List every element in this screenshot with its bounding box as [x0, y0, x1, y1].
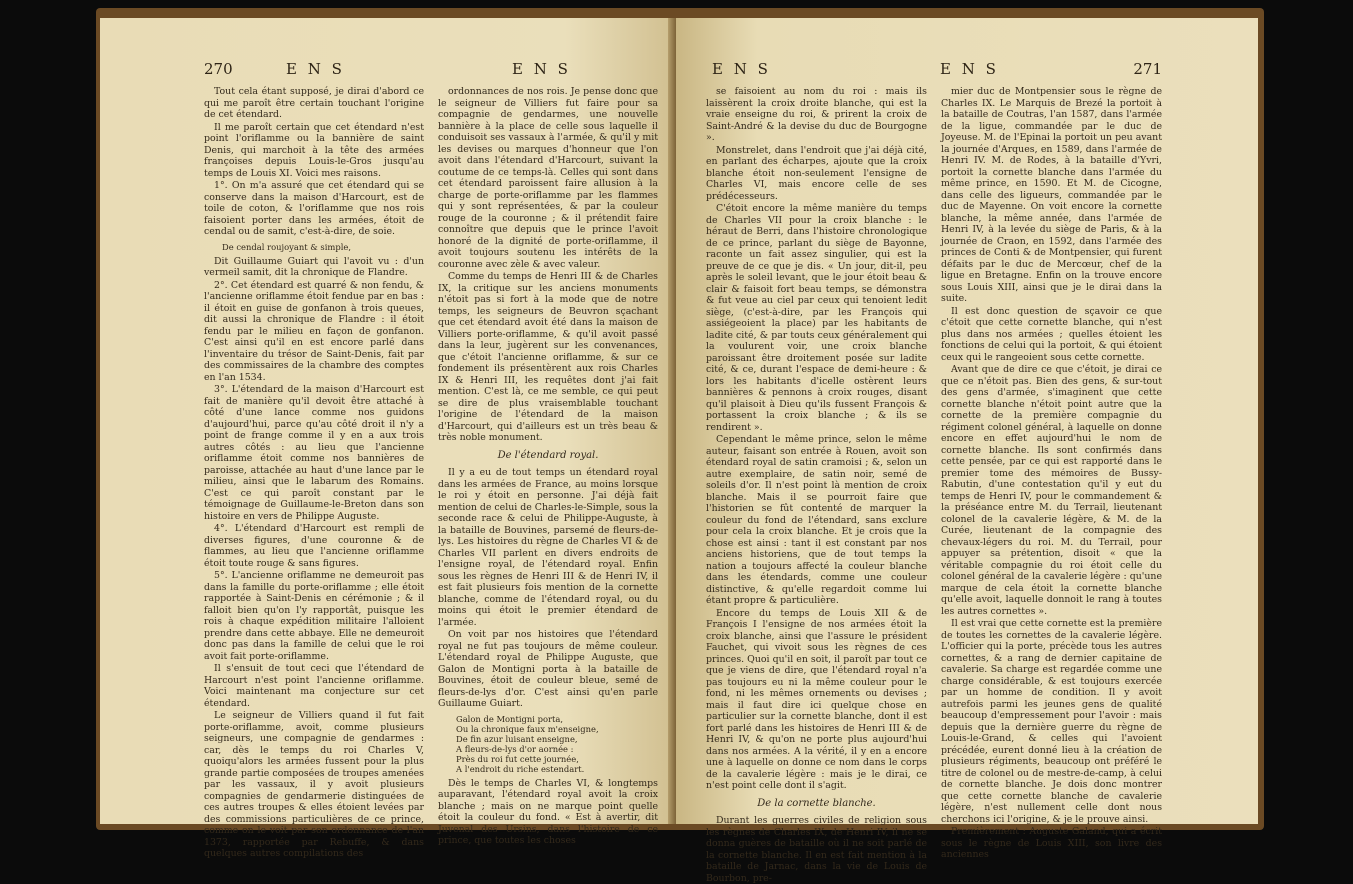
paragraph: Il est donc question de sçavoir ce que c'étoit que cette cornette blanche, qui n'est plus dans nos armées ; quelles étoient les fonctions de celui qui la portoit, & qui étoient ceux qui le rangeoient sous cette cornette.	[941, 305, 1162, 363]
section-heading: De l'étendard royal.	[497, 449, 599, 461]
page-number-right: 271	[1133, 60, 1162, 78]
paragraph: Il est vrai que cette cornette est la première de toutes les cornettes de la cavalerie légère. L'officier qui la porte, précède tous les autres cornettes, & a rang de dernier capitaine de cavalerie. Sa charge est regardée comme une charge considérable, & est toujours exercée par un homme de condition. Il y avoit autrefois parmi les jeunes gens de qualité beaucoup d'empressement pour l'avoir : mais depuis que la dernière guerre du règne de Louis-le-Grand, & celles qui l'avoient précédée, eurent donné lieu à la création de plusieurs régiments, beaucoup ont préféré le titre de colonel ou de mestre-de-camp, à celui de cornette blanche. Je dois donc montrer que cette cornette blanche de cavalerie légère, n'est nullement celle dont nous cherchons ici l'origine, & je le prouve ainsi.	[941, 618, 1162, 825]
verse-line: De fin azur luisant enseigne,	[456, 733, 578, 744]
verse-line: Ou la chronique faux m'enseigne,	[456, 723, 599, 734]
paragraph: Monstrelet, dans l'endroit que j'ai déjà cité, en parlant des écharpes, ajoute que la croix blanche étoit non-seulement l'ensigne de Charles VI, mais encore celle de ses prédécesseurs.	[706, 144, 927, 202]
paragraph: Il s'ensuit de tout ceci que l'étendard de Harcourt n'est point l'ancienne oriflamme. Voici maintenant ma conjecture sur cet étendard.	[204, 663, 424, 709]
paragraph: ordonnances de nos rois. Je pense donc que le seigneur de Villiers fut faire pour sa compagnie de gendarmes, une nouvelle bannière à la place de celle sous laquelle il conduisoit ses vassaux à l'armée, & qu'il y mit les devises ou marques d'honneur que l'on avoit dans l'étendard d'Harcourt, suivant la coutume de ce temps-là. Celles qui sont dans cet étendard paroissent faire allusion à la charge de porte-oriflamme par les flammes qui y sont représentées, & par la couleur rouge de la couronne ; & il prétendit faire connoître que depuis que le prince l'avoit honoré de la dignité de porte-oriflamme, il avoit toujours soutenu les intérêts de la couronne avec zèle & avec valeur.	[438, 86, 658, 270]
paragraph: se faisoient au nom du roi : mais ils laissèrent la croix droite blanche, qui est la vraie enseigne du roi, & prirent la croix de Saint-André & la devise du duc de Bourgogne ».	[706, 86, 927, 143]
paragraph: Avant que de dire ce que c'étoit, je dirai ce que ce n'étoit pas. Bien des gens, & sur-tout des gens d'armée, s'imaginent que cette cornette blanche n'étoit point autre que la cornette de la première compagnie du régiment colonel général, à laquelle on donne encore en effet aujourd'hui le nom de cornette blanche. Ils sont confirmés dans cette pensée, par ce qui est rapporté dans le premier tome des mémoires de Bussy-Rabutin, d'une contestation qu'il y eut du temps de Henri IV, pour le commandement & la préséance entre M. du Terrail, lieutenant colonel de la cavalerie légère, & M. de la Curée, lieutenant de la compagnie des chevaux-légers du roi. M. du Terrail, pour appuyer sa prétention, disoit « que la véritable compagnie du roi étoit celle du colonel général de la cavalerie légère : qu'une marque de cela étoit la cornette blanche qu'elle avoit, laquelle donnoit le rang à toutes les autres cornettes ».	[941, 364, 1162, 617]
verse-quote	[456, 714, 658, 774]
left-column-1	[204, 86, 424, 859]
left-page-columns	[204, 86, 658, 859]
paragraph: 2°. Cet étendard est quarré & non fendu, & l'ancienne oriflamme étoit fendue par en bas : il étoit en guise de gonfanon à trois queues, dit aussi la chronique de Flandre : il étoit fendu par le milieu en façon de gonfanon. C'est ainsi qu'il en est encore parlé dans l'inventaire du trésor de Saint-Denis, fait par des commissaires de la chambre des comptes en l'an 1534.	[204, 279, 424, 383]
running-head-right-1: E N S	[712, 60, 771, 78]
verse-line: De cendal roujoyant & simple,	[222, 241, 351, 252]
paragraph: Le seigneur de Villiers quand il fut fait porte-oriflamme, avoit, comme plusieurs seigneurs, une compagnie de gendarmes : car, dès le temps du roi Charles V, quoiqu'alors les armées fussent pour la plus grande partie composées de troupes amenées par les vassaux, il y avoit plusieurs compagnies de gendarmerie distinguées de ces autres troupes & elles étoient levées par des commissions particulières de ce prince, comme on le voit par son ordonnance de l'an 1373, rapportée par Rebuffe, & dans quelques autres compilations des	[204, 710, 424, 859]
left-page	[100, 18, 682, 859]
running-head-right-2: E N S	[940, 60, 999, 78]
verse-quote	[222, 242, 424, 252]
paragraph: Dès le temps de Charles VI, & longtemps auparavant, l'étendard royal avoit la croix blanche ; mais on ne marque point quelle étoit la couleur du fond. « Est à avertir, dit Juvenal des Ursins, dans l'histoire de ce prince, que toutes les choses	[438, 777, 658, 846]
right-page	[676, 18, 1258, 884]
section-heading: De la cornette blanche.	[757, 797, 876, 809]
right-column-1	[706, 86, 927, 884]
verse-line: Galon de Montigni porta,	[456, 713, 564, 724]
paragraph: C'étoit encore la même manière du temps de Charles VII pour la croix blanche : le héraut de Berri, dans l'histoire chronologique de ce prince, parlant du siège de Bayonne, raconte un fait assez singulier, qui est la preuve de ce que je dis. « Un jour, dit-il, peu après le soleil levant, que le jour étoit beau & clair & faisoit fort beau temps, se démonstra & fut veue au ciel par ceux qui tenoient ledit siège, (c'est-à-dire, par les François qui assiégeoient la place) par les habitants de ladite cité, & par touts ceux généralement qui la voulurent voir, une croix blanche paroissant être droitement posée sur ladite cité, & ce, durant l'espace de demi-heure : & lors les habitants d'icelle ostèrent leurs bannières & pennons à croix rouges, disant qu'il plaisoit à Dieu qu'ils fussent François & portassent la croix blanche ; & ils se rendirent ».	[706, 203, 927, 433]
paragraph: Il y a eu de tout temps un étendard royal dans les armées de France, au moins lorsque le roi y étoit en personne. J'ai déjà fait mention de celui de Charles-le-Simple, sous la seconde race & celui de Philippe-Auguste, à la bataille de Bouvines, parsemé de fleurs-de-lys. Les histoires du règne de Charles VI & de Charles VII parlent en divers endroits de l'ensigne royal, de l'étendard royal. Enfin sous les règnes de Henri III & de Henri IV, il est fait plusieurs fois mention de la cornette blanche, comme de l'étendard royal, ou du moins qui étoit le premier étendard de l'armée.	[438, 467, 658, 628]
paragraph: Il me paroît certain que cet étendard n'est point l'oriflamme ou la bannière de saint Denis, qui marchoit à la tête des armées françoises depuis Louis-le-Gros jusqu'au temps de Louis XI. Voici mes raisons.	[204, 121, 424, 179]
paragraph: Durant les guerres civiles de religion sous les règnes de Charles IX, de Henri IV, il ne se donna guères de bataille où il ne soit parlé de la cornette blanche. Il en est fait mention à la bataille de Jarnac, dans la vie de Louis de Bourbon, pre-	[706, 815, 927, 884]
right-page-columns	[706, 86, 1162, 884]
paragraph: 3°. L'étendard de la maison d'Harcourt est fait de manière qu'il devoit être attaché à côté d'une lance comme nos guidons d'aujourd'hui, parce qu'au côté droit il n'y a point de frange comme il y en a aux trois autres côtés : au lieu que l'ancienne oriflamme étoit comme nos bannières de paroisse, attachée au haut d'une lance par le milieu, ainsi que le labarum des Romains. C'est ce qui paroît constant par le témoignage de Guillaume-le-Breton dans son histoire en vers de Philippe Auguste.	[204, 384, 424, 522]
paragraph: 5°. L'ancienne oriflamme ne demeuroit pas dans la famille du porte-oriflamme ; elle étoit rapportée à Saint-Denis en cérémonie ; & il falloit bien qu'on l'y rapportât, puisque les rois à chaque expédition militaire l'alloient prendre dans cette abbaye. Elle ne demeuroit donc pas dans la famille de celui que le roi avoit fait porte-oriflamme.	[204, 570, 424, 662]
paragraph: 4°. L'étendard d'Harcourt est rempli de diverses figures, d'une couronne & de flammes, au lieu que l'ancienne oriflamme étoit toute rouge & sans figures.	[204, 523, 424, 569]
paragraph: Encore du temps de Louis XII & de François I l'ensigne de nos armées étoit la croix blanche, ainsi que l'assure le président Fauchet, qui vivoit sous les règnes de ces princes. Quoi qu'il en soit, il paroît par tout ce que je viens de dire, que l'étendard royal n'a pas toujours eu ni la même couleur pour le fond, ni les mêmes ornements ou devises ; mais il faut dire ici quelque chose en particulier sur la cornette blanche, dont il est fort parlé dans les histoires de Henri III & de Henri IV, & qu'on ne porte plus aujourd'hui dans nos armées. A la vérité, il y en a encore une à laquelle on donne ce nom dans le corps de la cavalerie légère : mais je le dirai, ce n'est point celle dont il s'agit.	[706, 607, 927, 791]
paragraph: 1°. On m'a assuré que cet étendard qui se conserve dans la maison d'Harcourt, est de toile de coton, & l'oriflamme que nos rois faisoient porter dans les armées, étoit de cendal ou de samit, c'est-à-dire, de soie.	[204, 180, 424, 237]
verse-line: A l'endroit du riche estendart.	[456, 763, 585, 774]
verse-line: A fleurs-de-lys d'or aornée :	[456, 743, 574, 754]
page-number-left: 270	[204, 60, 233, 78]
paragraph: Comme du temps de Henri III & de Charles IX, la critique sur les anciens monuments n'étoit pas si fort à la mode que de notre temps, les seigneurs de Beuvron sçachant que cet étendard avoit été dans la maison de Villiers porte-oriflamme, & qu'il avoit passé dans la leur, jugèrent sur les convenances, que c'étoit l'ancienne oriflamme, & sur ce fondement ils présentèrent aux rois Charles IX & Henri III, les requêtes dont j'ai fait mention. C'est là, ce me semble, ce qui peut se dire de plus vraisemblable touchant l'origine de l'étendard de la maison d'Harcourt, qui d'ailleurs est un très beau & très noble monument.	[438, 271, 658, 443]
running-head-left-2: E N S	[512, 60, 571, 78]
paragraph: Premièrement : Auguste Galand, qui a écrit sous le règne de Louis XIII, son livre des anciennes	[941, 826, 1162, 860]
left-column-2	[438, 86, 658, 846]
paragraph: mier duc de Montpensier sous le règne de Charles IX. Le Marquis de Brezé la portoit à la bataille de Coutras, l'an 1587, dans l'armée de la ligue, commandée par le duc de Joyeuse. M. de l'Epinai la portoit un peu avant la journée d'Arques, en 1589, dans l'armée de Henri IV. M. de Rodes, à la bataille d'Yvri, portoit la cornette blanche dans l'armée du même prince, en 1590. Et M. de Cicogne, dans celle des ligueurs, commandée par le duc de Mayenne. On voit encore la cornette blanche, la même année, dans l'armée de Henri IV, à la levée du siège de Paris, & à la journée de Craon, en 1592, dans l'armée des princes de Conti & de Montpensier, qui furent défaits par le duc de Mercœur, chef de la ligue en Bretagne. Enfin on la trouve encore sous Louis XIII, ainsi que je le dirai dans la suite.	[941, 86, 1162, 304]
paragraph: Tout cela étant supposé, je dirai d'abord ce qui me paroît être certain touchant l'origine de cet étendard.	[204, 86, 424, 120]
paragraph: Dit Guillaume Guiart qui l'avoit vu : d'un vermeil samit, dit la chronique de Flandre.	[204, 255, 424, 278]
right-column-2	[941, 86, 1162, 860]
paragraph: On voit par nos histoires que l'étendard royal ne fut pas toujours de même couleur. L'étendard royal de Philippe Auguste, que Galon de Montigni porta à la bataille de Bouvines, étoit de couleur bleue, semé de fleurs-de-lys d'or. C'est ainsi qu'en parle Guillaume Guiart.	[438, 629, 658, 709]
running-head-left-1: E N S	[286, 60, 345, 78]
paragraph: Cependant le même prince, selon le même auteur, faisant son entrée à Rouen, avoit son étendard royal de satin cramoisi ; &, selon un autre exemplaire, de satin noir, semé de soleils d'or. Il n'est point là mention de croix blanche. Mais il se pourroit faire que l'historien se fût contenté de marquer la couleur du fond de l'étendard, sans exclure pour cela la croix blanche. Et je crois que la chose est ainsi : tant il est constant par nos anciens historiens, que de tout temps la nation a toujours affecté la couleur blanche dans les étendards, comme une couleur distinctive, & qu'elle regardoit comme lui étant propre & particulière.	[706, 434, 927, 606]
verse-line: Près du roi fut cette journée,	[456, 753, 579, 764]
